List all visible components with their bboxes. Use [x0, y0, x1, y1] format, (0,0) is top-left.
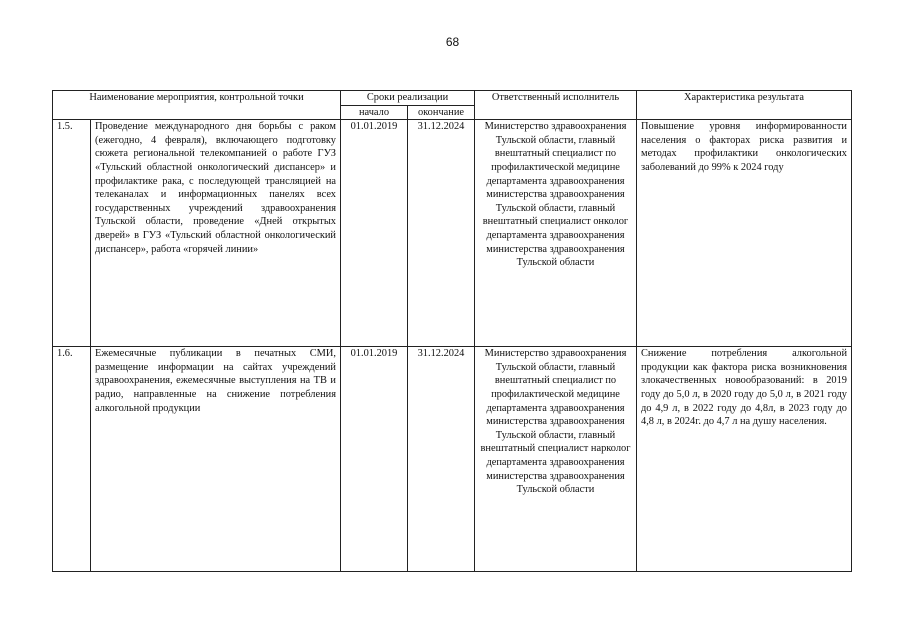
table-row — [53, 347, 852, 572]
row-number: 1.6. — [53, 347, 91, 572]
result-description: Снижение потребления алкогольной продукции как фактора риска возникновения злокачественных новообразований: в 2019 году до 5,0 л, в 2020 году до 5,0 л, в 2021 году до 4,9 л, в 2022 году до 4,8л, в 2023 году до 4,8 л, в 2024г. до 4,7 л на душу населения. — [637, 347, 852, 572]
row-number: 1.5. — [53, 120, 91, 347]
header-end: окончание — [408, 105, 475, 120]
result-description: Повышение уровня информированности населения о факторах риска развития и методах профилактики онкологических заболеваний до 99% к 2024 году — [637, 120, 852, 347]
header-result: Характеристика результата — [637, 91, 852, 120]
start-date: 01.01.2019 — [341, 347, 408, 572]
header-terms: Сроки реализации — [341, 91, 475, 106]
executor: Министерство здравоохранения Тульской области, главный внештатный специалист по профилактической медицине департамента здравоохранения министерства здравоохранения Тульской области, главный внештатный специалист онколог департамента здравоохранения министерства здравоохранения Тульской области — [475, 120, 637, 347]
start-date: 01.01.2019 — [341, 120, 408, 347]
measures-table — [52, 90, 852, 572]
table-row — [53, 120, 852, 347]
end-date: 31.12.2024 — [408, 120, 475, 347]
end-date: 31.12.2024 — [408, 347, 475, 572]
measure-name: Проведение международного дня борьбы с раком (ежегодно, 4 февраля), включающего подготовку сюжета региональной телекомпанией о работе ГУЗ «Тульский областной онкологический диспансер» и профилактике рака, с последующей трансляцией на телеканалах и информационных панелях всех государственных учреждений здравоохранения Тульской области, проведение «Дней открытых дверей» в ГУЗ «Тульский областной онкологический диспансер», работа «горячей линии» — [91, 120, 341, 347]
page-number: 68 — [445, 35, 460, 49]
measure-name: Ежемесячные публикации в печатных СМИ, размещение информации на сайтах учреждений здравоохранения, ежемесячные выступления на ТВ и радио, направленные на снижение потребления алкогольной продукции — [91, 347, 341, 572]
header-start: начало — [341, 105, 408, 120]
header-name: Наименование мероприятия, контрольной точки — [53, 91, 341, 120]
executor: Министерство здравоохранения Тульской области, главный внештатный специалист по профилактической медицине департамента здравоохранения министерства здравоохранения Тульской области, главный внештатный специалист нарколог департамента здравоохранения министерства здравоохранения Тульской области — [475, 347, 637, 572]
header-executor: Ответственный исполнитель — [475, 91, 637, 120]
